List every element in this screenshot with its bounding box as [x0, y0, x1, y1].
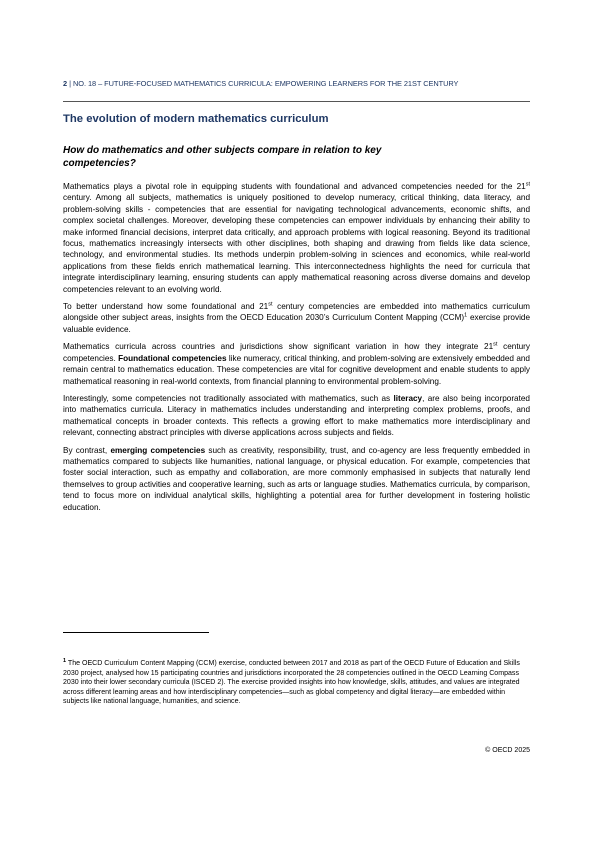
- text-run: To better understand how some foundational and 21: [63, 302, 269, 312]
- text-run: Interestingly, some competencies not traditionally associated with mathematics, such as: [63, 393, 394, 403]
- paragraph: [63, 181, 530, 295]
- footnote-number: 1: [63, 658, 67, 664]
- ordinal-superscript: st: [493, 341, 498, 348]
- footnote-text: The OECD Curriculum Content Mapping (CCM) exercise, conducted between 2017 and 2018 as part of the OECD Future of Education and Skills 2030 project, analysed how 15 participating countries and jurisdictions incorporated the 28 competencies outlined in the OECD Learning Compass 2030 into their lower secondary curricula (ISCED 2). The exercise provided insights into how knowledge, skills, attitudes, and values are integrated across different learning areas and how interdisciplinary competencies—such as global competency and digital literacy—are embedded within subjects like national language, humanities, and science.: [63, 660, 520, 706]
- running-title: NO. 18 – FUTURE-FOCUSED MATHEMATICS CURRICULA: EMPOWERING LEARNERS FOR THE 21ST CENTURY: [72, 79, 459, 88]
- footnote: [63, 659, 530, 707]
- text-run: century. Among all subjects, mathematics is uniquely positioned to develop numeracy, critical thinking, data literacy, and problem-solving skills - competencies that are essential for navigating technological advancements, economic shifts, and complex societal challenges. Moreover, developing these competencies can empower individuals by enhancing their ability to make informed financial decisions, interpret data critically, and approach problems with logical reasoning. Beyond its traditional focus, mathematics increasingly intersects with other disciplines, both shaping and drawing from fields like data science, technology, and environmental studies. Its methods underpin problem-solving in sciences and economics, while real-world applications from these fields enrich mathematical learning. This interconnectedness highlights the need for curricula that integrate interdisciplinary learning, ensuring students can apply mathematical reasoning across diverse domains and develop competencies relevant to an evolving world.: [63, 193, 530, 294]
- bold-term: Foundational competencies: [118, 353, 227, 363]
- ordinal-superscript: st: [268, 301, 273, 308]
- footnote-reference[interactable]: 1: [464, 312, 468, 319]
- text-run: Mathematics curricula across countries and jurisdictions show significant variation in how they integrate 21: [63, 342, 494, 352]
- text-run: century competencies.: [63, 342, 531, 363]
- text-run: exercise provide valuable evidence.: [63, 313, 531, 334]
- header-rule: [63, 101, 530, 102]
- text-run: like numeracy, critical thinking, and problem-solving are extensively embedded and remain central to mathematics education. These competencies are vital for cognitive development and enable students to apply mathematical reasoning in real-world contexts, from financial planning to environmental problem-solving.: [63, 353, 530, 386]
- copyright-notice: © OECD 2025: [485, 747, 530, 754]
- text-run: Mathematics plays a pivotal role in equipping students with foundational and advanced competencies needed for the 21: [63, 182, 526, 191]
- subheading: How do mathematics and other subjects compare in relation to key competencies?: [63, 145, 382, 169]
- text-run: such as creativity, responsibility, trust, and co-agency are less frequently embedded in mathematics compared to subjects like humanities, national language, or physical education. For example, competencies that foster social interaction, such as empathy and collaboration, are more commonly emphasised in subjects that naturally lend themselves to group activities and cooperative learning, such as arts or language studies. Mathematics curricula, by comparison, tend to focus more on individual analytical skills, highlighting a potential area for further development in fostering holistic education.: [63, 445, 530, 512]
- text-run: By contrast,: [63, 445, 111, 455]
- ordinal-superscript: st: [525, 181, 530, 188]
- bold-term: literacy: [393, 393, 423, 403]
- paragraph: [63, 393, 530, 439]
- text-run: , are also being incorporated into mathematics curricula. Literacy in mathematics includes understanding and interpreting complex problems, proofs, and mathematical concepts in broader contexts. This reflects a growing effort to make mathematics more interdisciplinary and relevant, connecting abstract principles with diverse applications across subjects and fields.: [63, 393, 530, 438]
- paragraph: [63, 341, 530, 387]
- footnote-separator: [63, 632, 209, 633]
- paragraph: [63, 445, 530, 513]
- bold-term: emerging competencies: [110, 445, 206, 455]
- running-header: [63, 79, 530, 88]
- text-run: century competencies are embedded into mathematics curriculum alongside other subject areas, insights from the OECD Education 2030’s Curriculum Content Mapping (CCM): [63, 302, 530, 323]
- section-title: The evolution of modern mathematics curriculum: [63, 113, 329, 125]
- body-text: [63, 181, 530, 519]
- header-separator: |: [67, 79, 73, 88]
- paragraph: [63, 301, 530, 335]
- page-number: 2: [63, 79, 68, 88]
- document-page: [63, 0, 530, 841]
